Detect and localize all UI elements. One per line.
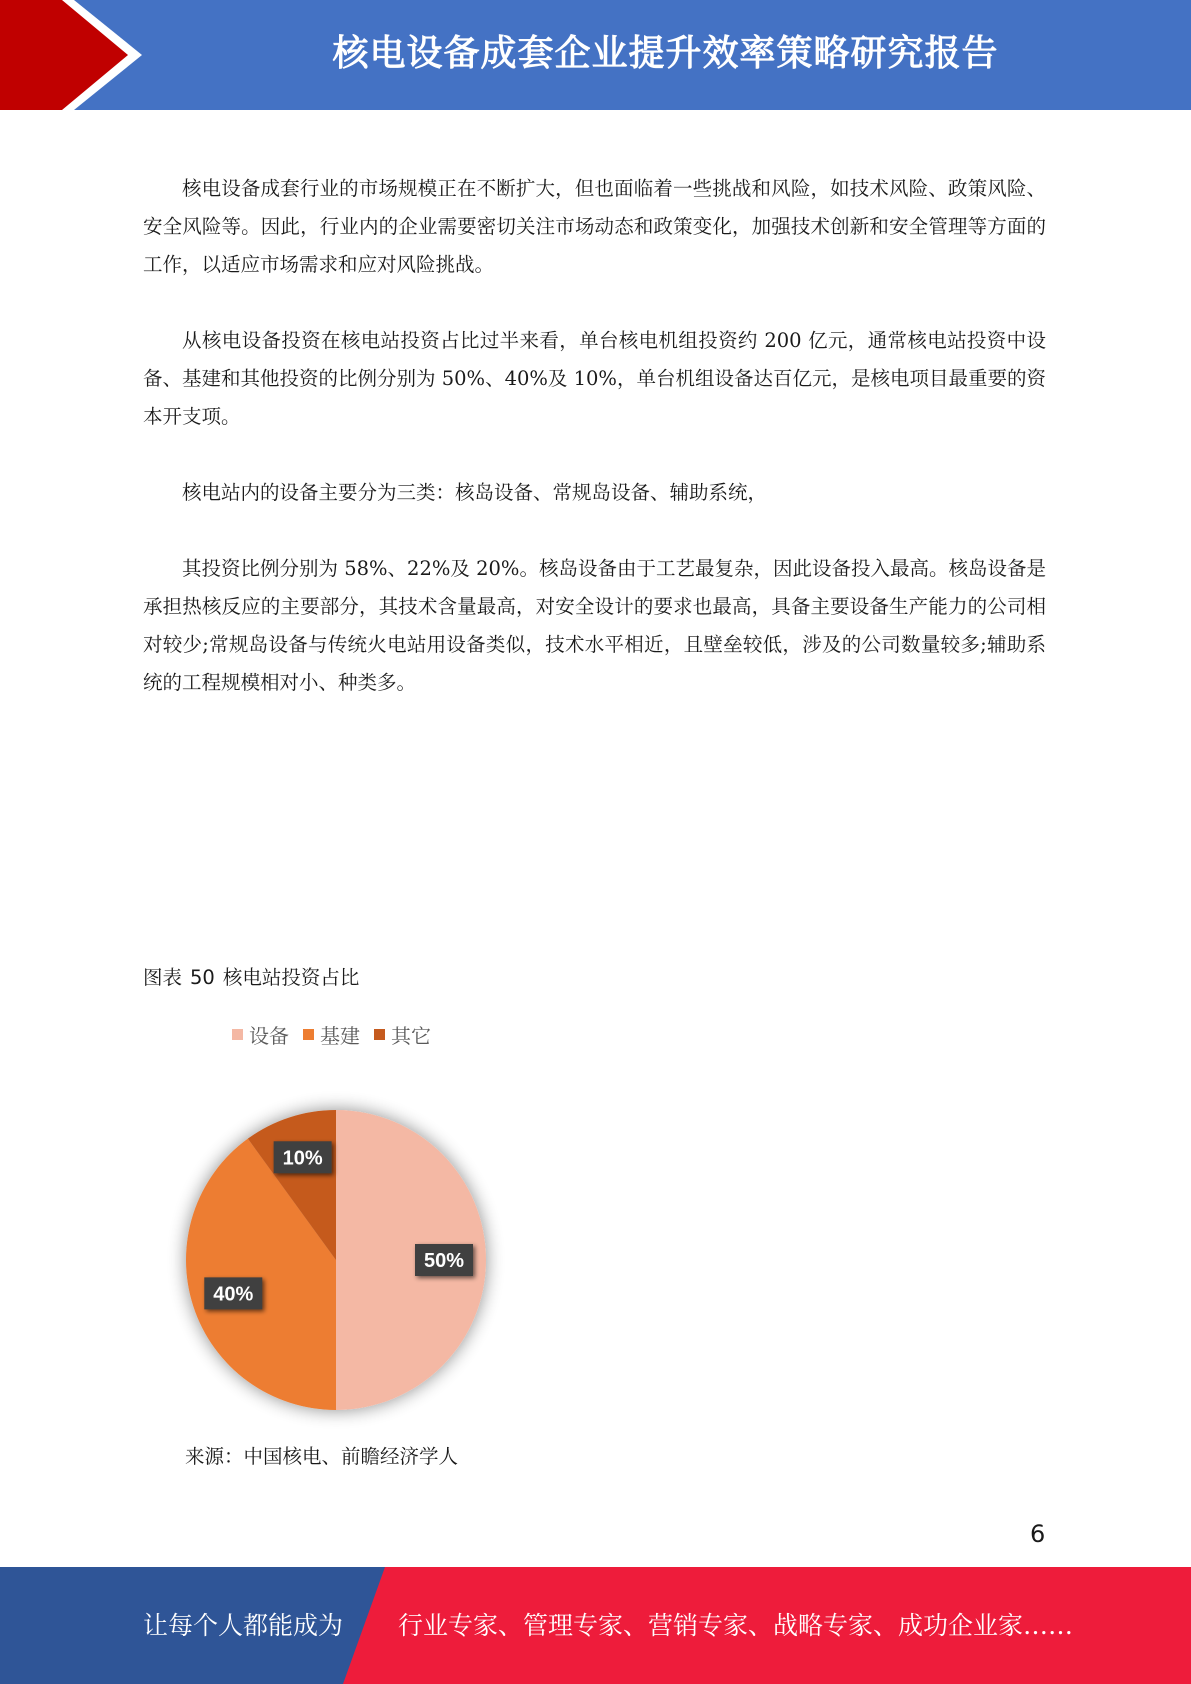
page-footer — [0, 1567, 1191, 1684]
caption-prefix: 图表 — [143, 966, 183, 989]
legend-label: 设备 — [249, 1024, 289, 1048]
figure-source: 来源：中国核电、前瞻经济学人 — [185, 1445, 459, 1468]
footer-slogan-right: 行业专家、管理专家、营销专家、战略专家、成功企业家…… — [398, 1611, 1074, 1640]
caption-number: 50 — [190, 966, 215, 989]
body-text — [143, 170, 1046, 740]
footer-slogan-left: 让每个人都能成为 — [143, 1611, 344, 1640]
legend-label: 其它 — [391, 1024, 431, 1048]
page-number: 6 — [1030, 1520, 1046, 1548]
pie-data-label-text: 50% — [423, 1250, 465, 1272]
pie-data-label — [274, 1141, 332, 1173]
pie-data-label — [204, 1277, 262, 1309]
paragraph: 其投资比例分别为 58%、22%及 20%。核岛设备由于工艺最复杂，因此设备投入最高。核岛设备是承担热核反应的主要部分，其技术含量最高，对安全设计的要求也最高，具备主要设备生产能力的公司相对较少;常规岛设备与传统火电站用设备类似，技术水平相近，且壁垒较低，涉及的公司数量较多;辅助系统的工程规模相对小、种类多。 — [143, 557, 1046, 694]
legend-item-construction — [303, 1020, 360, 1049]
legend-item-equipment — [232, 1020, 289, 1049]
paragraph: 从核电设备投资在核电站投资占比过半来看，单台核电机组投资约 200 亿元，通常核电站投资中设备、基建和其他投资的比例分别为 50%、40%及 10%，单台机组设备达百亿元，是核电项目最重要的资本开支项。 — [143, 329, 1046, 428]
document-title: 核电设备成套企业提升效率策略研究报告 — [332, 33, 999, 74]
legend-label: 基建 — [320, 1024, 360, 1048]
legend-swatch — [303, 1029, 314, 1040]
pie-data-label — [415, 1244, 473, 1276]
pie-data-label-text: 10% — [282, 1147, 323, 1170]
pie-chart-svg — [160, 1080, 520, 1430]
paragraph: 核电设备成套行业的市场规模正在不断扩大，但也面临着一些挑战和风险，如技术风险、政策风险、安全风险等。因此，行业内的企业需要密切关注市场动态和政策变化，加强技术创新和安全管理等方面的工作，以适应市场需求和应对风险挑战。 — [143, 177, 1046, 276]
pie-data-label-text: 40% — [213, 1283, 254, 1306]
figure-caption — [143, 962, 359, 990]
legend-item-other — [374, 1020, 431, 1049]
legend-swatch — [232, 1029, 243, 1040]
legend-swatch — [374, 1029, 385, 1040]
caption-text: 核电站投资占比 — [222, 966, 360, 989]
paragraph: 核电站内的设备主要分为三类：核岛设备、常规岛设备、辅助系统， — [182, 481, 768, 504]
chart-legend — [232, 1020, 431, 1049]
pie-chart — [160, 1080, 520, 1434]
page-header — [0, 0, 1191, 110]
